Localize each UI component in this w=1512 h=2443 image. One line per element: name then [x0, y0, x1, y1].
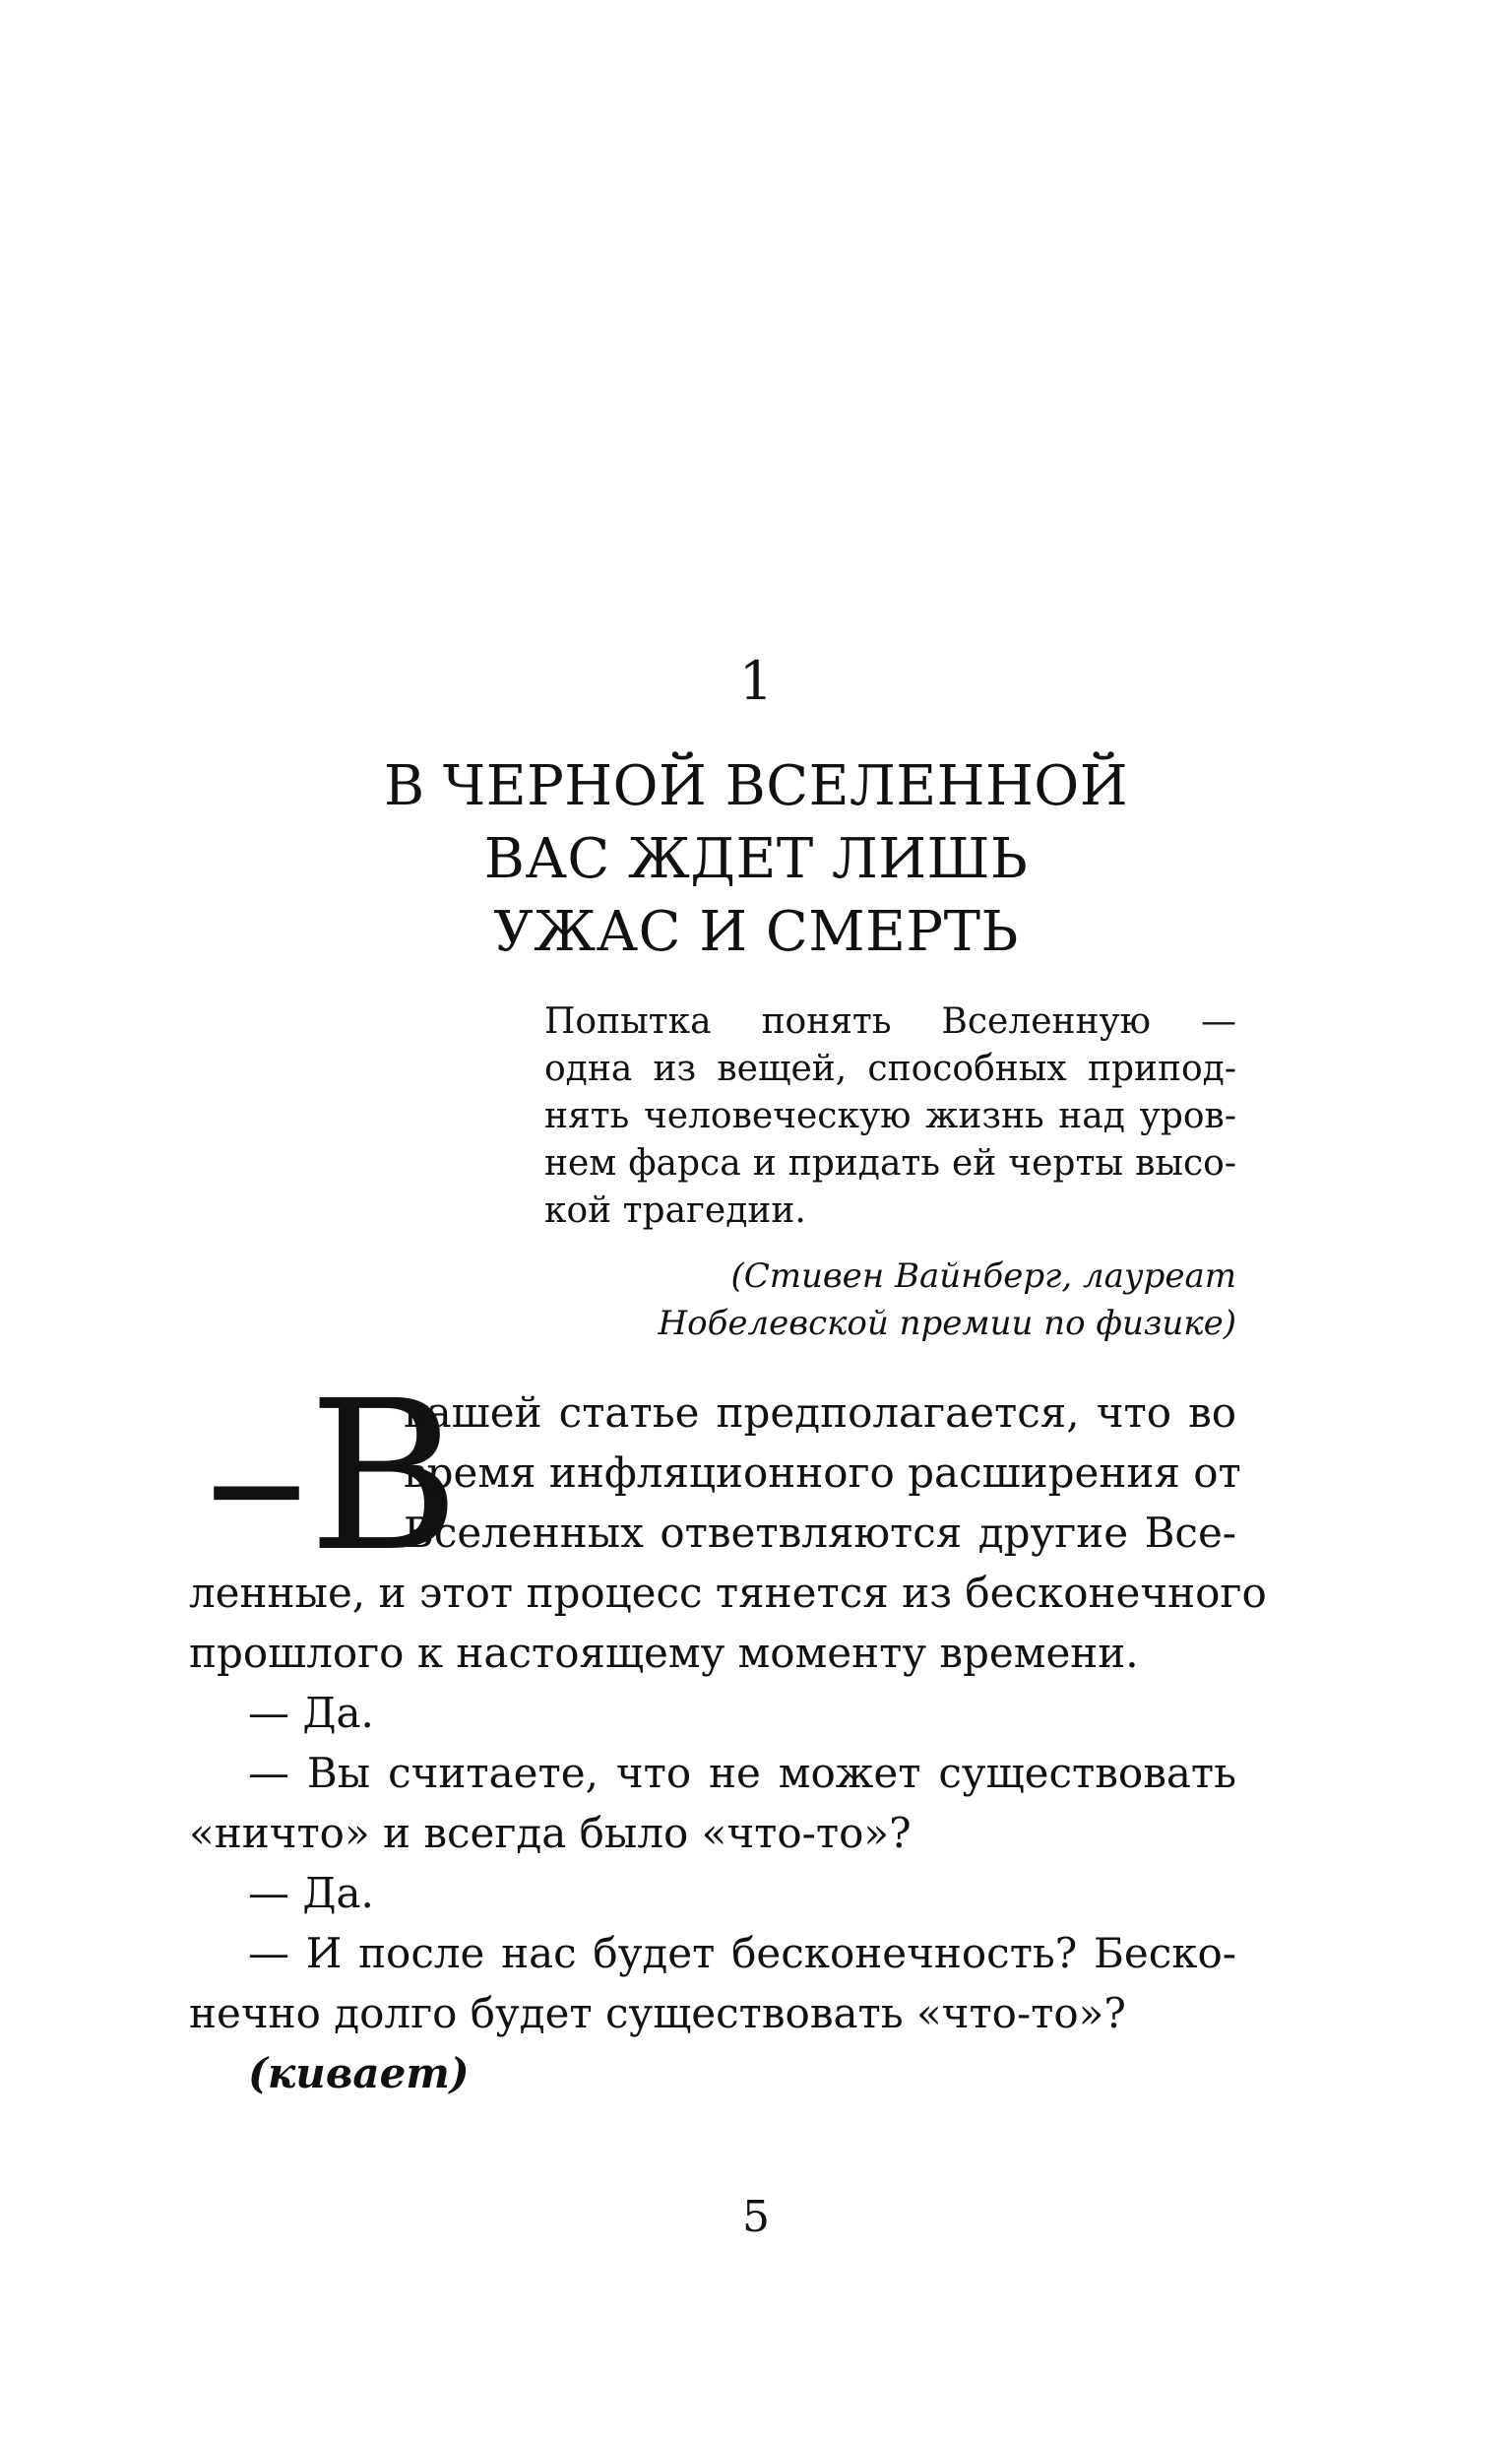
chapter-title-line-1: В ЧЕРНОЙ ВСЕЛЕННОЙ: [383, 754, 1129, 818]
page-number: 5: [742, 2192, 770, 2242]
epigraph-line: нять человеческую жизнь над уров-: [544, 1096, 1236, 1136]
epigraph-attribution-line: Нобелевской премии по физике): [658, 1304, 1236, 1343]
body-line: Вселенных ответвляются другие Все-: [404, 1509, 1236, 1557]
body-line: ленные, и этот процесс тянется из бесконечного: [189, 1569, 1267, 1617]
chapter-title-line-2: ВАС ЖДЕТ ЛИШЬ: [483, 827, 1029, 891]
epigraph-line: нем фарса и придать ей черты высо-: [544, 1143, 1236, 1184]
dialogue-line: — Да.: [248, 1689, 374, 1737]
dialogue-line: нечно долго будет существовать «что-то»?: [189, 1989, 1126, 2037]
chapter-title-line-3: УЖАС И СМЕРТЬ: [493, 900, 1019, 964]
dialogue-line: — Вы считаете, что не может существовать: [248, 1749, 1236, 1797]
body-line: прошлого к настоящему моменту времени.: [189, 1629, 1139, 1677]
epigraph-line: кой трагедии.: [544, 1190, 806, 1231]
dialogue-line: — Да.: [248, 1869, 374, 1917]
epigraph-attribution-line: (Стивен Вайнберг, лауреат: [730, 1256, 1236, 1296]
body-line: время инфляционного расширения от: [404, 1448, 1241, 1497]
dialogue-line: — И после нас будет бесконечность? Беско-: [248, 1929, 1236, 1977]
epigraph-line: одна из вещей, способных припод-: [544, 1049, 1236, 1089]
chapter-number: 1: [738, 650, 774, 712]
drop-cap: –В: [205, 1356, 461, 1597]
dialogue-line: «ничто» и всегда было «что-то»?: [189, 1809, 912, 1857]
stage-direction: (кивает): [248, 2049, 470, 2097]
body-line: вашей статье предполагается, что во: [404, 1388, 1236, 1437]
epigraph-line: Попытка понять Вселенную —: [544, 1001, 1236, 1042]
